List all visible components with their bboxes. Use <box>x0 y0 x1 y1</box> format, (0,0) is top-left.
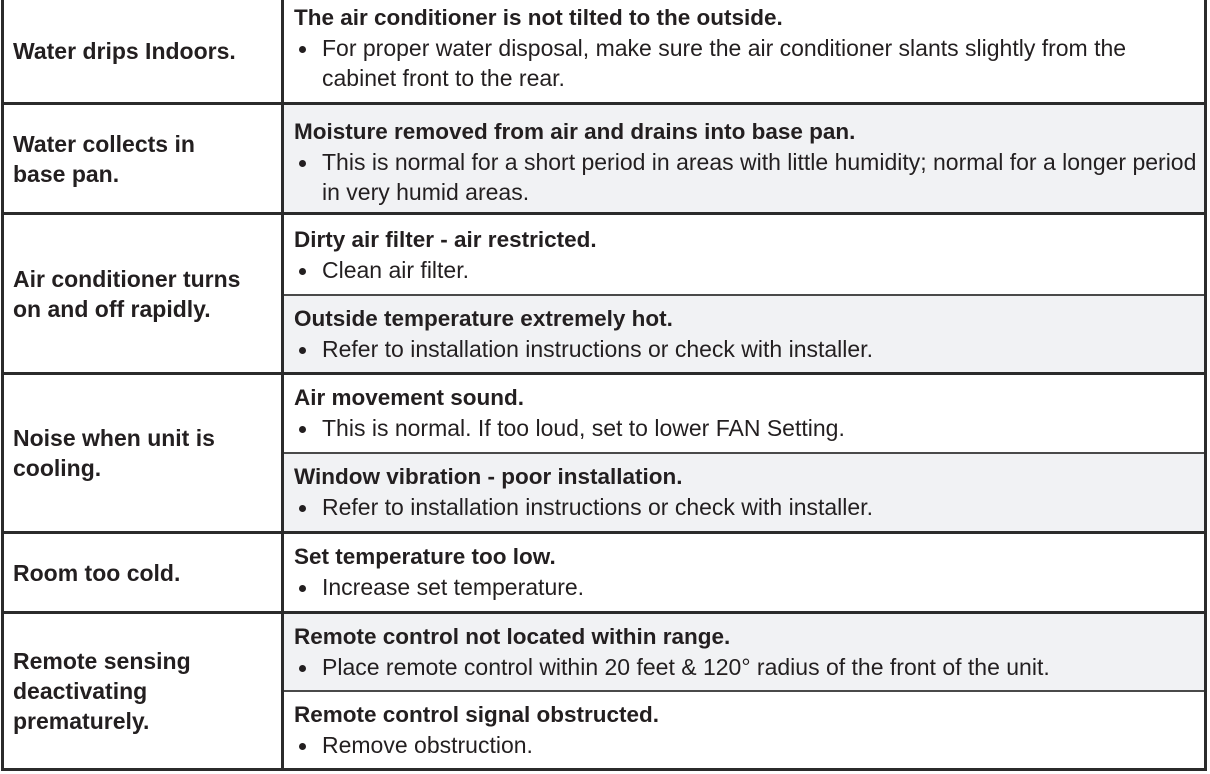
remedy-line <box>294 334 1204 364</box>
cause-title: Set temperature too low. <box>294 544 556 569</box>
remedy-text: This is normal. If too loud, set to lower FAN Setting. <box>322 415 845 441</box>
table-row <box>4 614 1204 768</box>
problem-label: Noise when unit is cooling. <box>13 425 215 481</box>
causes-cell <box>284 0 1204 102</box>
remedy-text: Place remote control within 20 feet & 120° radius of the front of the unit. <box>322 654 1050 680</box>
cause-title: Dirty air filter - air restricted. <box>294 227 597 252</box>
table-row <box>4 105 1204 215</box>
problem-label: Water drips Indoors. <box>13 38 236 64</box>
bullet-icon <box>294 492 322 522</box>
remedy-text: Remove obstruction. <box>322 732 533 758</box>
cause-item <box>284 534 1204 611</box>
bullet-icon <box>294 255 322 285</box>
cause-title: Remote control not located within range. <box>294 624 731 649</box>
table-row <box>4 534 1204 614</box>
cause-item <box>284 614 1204 690</box>
causes-cell <box>284 534 1204 611</box>
cause-item <box>284 0 1204 102</box>
problem-cell <box>4 534 284 611</box>
cause-item <box>284 375 1204 452</box>
problem-label: Water collects in base pan. <box>13 130 195 187</box>
problem-cell <box>4 0 284 102</box>
problem-label: Room too cold. <box>13 559 181 586</box>
cause-title: Air movement sound. <box>294 385 525 410</box>
cause-title: The air conditioner is not tilted to the outside. <box>294 5 783 30</box>
cause-title: Outside temperature extremely hot. <box>294 305 673 331</box>
cause-title: Remote control signal obstructed. <box>294 702 660 727</box>
remedy-text: Clean air filter. <box>322 257 470 283</box>
cause-item <box>284 452 1204 531</box>
problem-label: Air conditioner turns on and off rapidly. <box>13 265 241 322</box>
remedy-line <box>294 572 1204 602</box>
bullet-icon <box>294 413 322 443</box>
remedy-text: Refer to installation instructions or check with installer. <box>322 494 873 520</box>
causes-cell <box>284 105 1204 212</box>
table-row <box>4 0 1204 105</box>
problem-cell <box>4 105 284 212</box>
remedy-text: For proper water disposal, make sure the air conditioner slants slightly from the cabinet front to the rear. <box>322 35 1127 91</box>
remedy-line <box>294 413 1204 443</box>
cause-item <box>284 215 1204 294</box>
table-row <box>4 215 1204 375</box>
bullet-icon <box>294 652 322 682</box>
problem-cell <box>4 215 284 372</box>
remedy-line <box>294 652 1204 682</box>
bullet-icon <box>294 147 322 207</box>
bullet-icon <box>294 572 322 602</box>
causes-cell <box>284 215 1204 372</box>
cause-item <box>284 105 1204 212</box>
problem-cell <box>4 614 284 768</box>
causes-cell <box>284 614 1204 768</box>
remedy-line <box>294 147 1204 207</box>
bullet-icon <box>294 334 322 364</box>
cause-title: Moisture removed from air and drains into base pan. <box>294 119 856 144</box>
remedy-text: Refer to installation instructions or check with installer. <box>322 335 873 362</box>
cause-title: Window vibration - poor installation. <box>294 464 683 489</box>
table-row <box>4 375 1204 534</box>
bullet-icon <box>294 33 322 93</box>
problem-label: Remote sensing deactivating prematurely. <box>13 648 191 734</box>
troubleshooting-table <box>1 0 1207 771</box>
causes-cell <box>284 375 1204 531</box>
remedy-line <box>294 492 1204 522</box>
remedy-line <box>294 33 1204 93</box>
cause-item <box>284 294 1204 373</box>
problem-cell <box>4 375 284 531</box>
bullet-icon <box>294 730 322 760</box>
remedy-text: Increase set temperature. <box>322 574 585 600</box>
remedy-line <box>294 255 1204 285</box>
remedy-line <box>294 730 1204 760</box>
remedy-text: This is normal for a short period in areas with little humidity; normal for a longer period in very humid areas. <box>322 149 1197 205</box>
cause-item <box>284 690 1204 768</box>
